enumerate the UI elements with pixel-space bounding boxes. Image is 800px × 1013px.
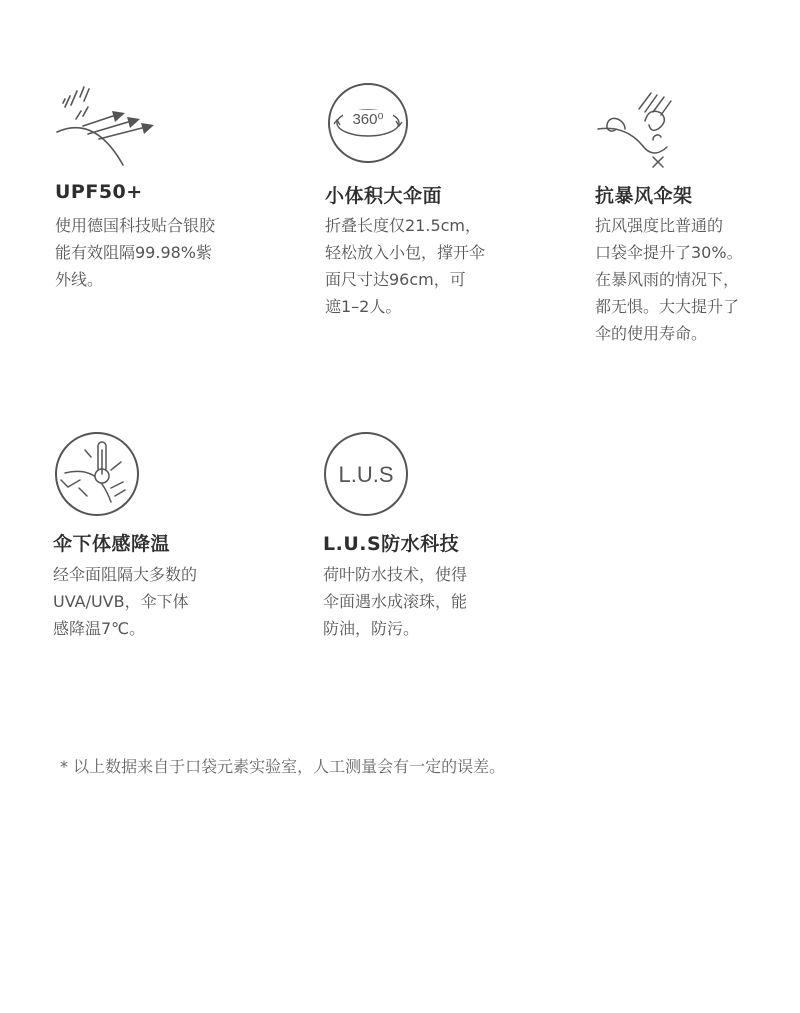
feature-title: 抗暴风伞架 xyxy=(595,185,693,207)
feature-title: 伞下体感降温 xyxy=(53,533,171,555)
uv-protection-icon xyxy=(55,85,165,185)
lus-label: L.U.S xyxy=(338,462,394,487)
feature-waterproof xyxy=(323,430,533,650)
rotate-360-label: 360⁰ xyxy=(352,111,384,128)
feature-description: 经伞面阻隔大多数的 UVA/UVB，伞下体 感降温7℃。 xyxy=(53,565,198,638)
lus-waterproof-icon xyxy=(323,430,433,530)
feature-storm-frame xyxy=(595,85,800,355)
feature-description: 使用德国科技贴合银胶 能有效阻隔99.98%紫 外线。 xyxy=(55,216,216,289)
storm-wind-icon xyxy=(595,85,705,185)
feature-description: 荷叶防水技术，使得 伞面遇水成滚珠，能 防油，防污。 xyxy=(323,565,468,638)
feature-compact-size xyxy=(325,85,535,325)
feature-description: 抗风强度比普通的 口袋伞提升了30%。 在暴风雨的情况下， 都无惧。大大提升了 伞的使用寿命。 xyxy=(595,216,743,343)
feature-description: 折叠长度仅21.5cm， 轻松放入小包，撑开伞 面尺寸达96cm，可 遮1–2人。 xyxy=(325,216,486,316)
thermometer-icon xyxy=(53,430,163,530)
feature-title: 小体积大伞面 xyxy=(325,185,443,207)
rotate-360-icon xyxy=(325,85,435,185)
footnote: * 以上数据来自于口袋元素实验室，人工测量会有一定的误差。 xyxy=(60,757,506,776)
feature-upf xyxy=(55,85,265,305)
feature-title: L.U.S防水科技 xyxy=(323,533,460,555)
feature-title: UPF50+ xyxy=(55,181,143,203)
feature-cooling xyxy=(53,430,263,650)
